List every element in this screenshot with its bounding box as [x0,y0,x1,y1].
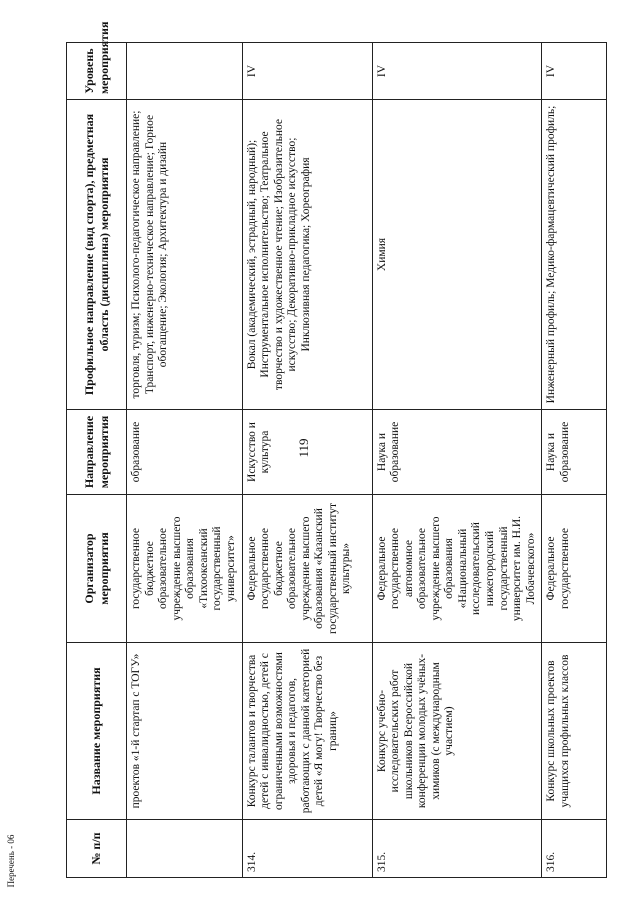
event-name: Конкурс учебно-исследовательских работ школьников Всероссийской конференции молодых учёных-химиков (с международным участием) [372,643,542,820]
events-table [66,21,607,878]
event-name: Конкурс школьных проектов учащихся профильных классов [542,643,607,820]
row-num: 314. [242,820,372,878]
header-level: Уровень мероприятия [67,43,127,100]
event-direction: Искусство и культура [242,410,372,495]
page-number: 119 [296,438,311,458]
event-direction: Наука и образование [542,410,607,495]
event-level: IV [372,43,542,100]
table-row [242,43,372,878]
event-organizer: Федеральное государственное бюджетное образовательное учреждение высшего образования «Казанский государственный институт культуры» [242,495,372,643]
event-level: IV [542,43,607,100]
table-row [372,43,542,878]
event-profile: торговля, туризм; Психолого-педагогическое направление; Транспорт, инженерно-техническое направление; Горное обогащение; Экология; Архитектура и дизайн [127,100,243,410]
event-direction: образование [127,410,243,495]
event-organizer: государственное бюджетное образовательное учреждение высшего образования «Тихоокеанский государственный университет» [127,495,243,643]
header-organizer: Организатор мероприятия [67,495,127,643]
event-level [127,43,243,100]
event-organizer: Федеральное государственное автономное образовательное учреждение высшего образования «Национальный исследовательский нижегородский государственный университет им. Н.И. Лобачевского» [372,495,542,643]
rotated-table-container [66,21,571,878]
event-level: IV [242,43,372,100]
row-num: 316. [542,820,607,878]
table-row [542,43,607,878]
event-profile: Химия [372,100,542,410]
event-name: проектов «1-й стартап с ТОГУ» [127,643,243,820]
event-name: Конкурс талантов и творчества детей с инвалидностью, детей с ограниченными возможностями здоровья и педагогов, работающих с данной категорией детей «Я могу! Творчество без границ» [242,643,372,820]
header-num: № п/п [67,820,127,878]
footer-text: Перечень - 06 [6,834,16,888]
header-profile: Профильное направление (вид спорта), предметная область (дисциплина) мероприятия [67,100,127,410]
header-name: Название мероприятия [67,643,127,820]
event-profile: Инженерный профиль; Медико-фармацевтический профиль; [542,100,607,410]
event-profile: Вокал (академический, эстрадный, народный); Инструментальное исполнительство; Театральное творчество и художественное чтение; Изобразительное искусство; Декоративно-прикладное искусство; Инклюзивная педагогика; Хореография [242,100,372,410]
event-direction: Наука и образование [372,410,542,495]
table-header-row [67,43,127,878]
row-num [127,820,243,878]
row-num: 315. [372,820,542,878]
event-organizer: Федеральное государственное [542,495,607,643]
table-row [127,43,243,878]
header-direction: Направление мероприятия [67,410,127,495]
